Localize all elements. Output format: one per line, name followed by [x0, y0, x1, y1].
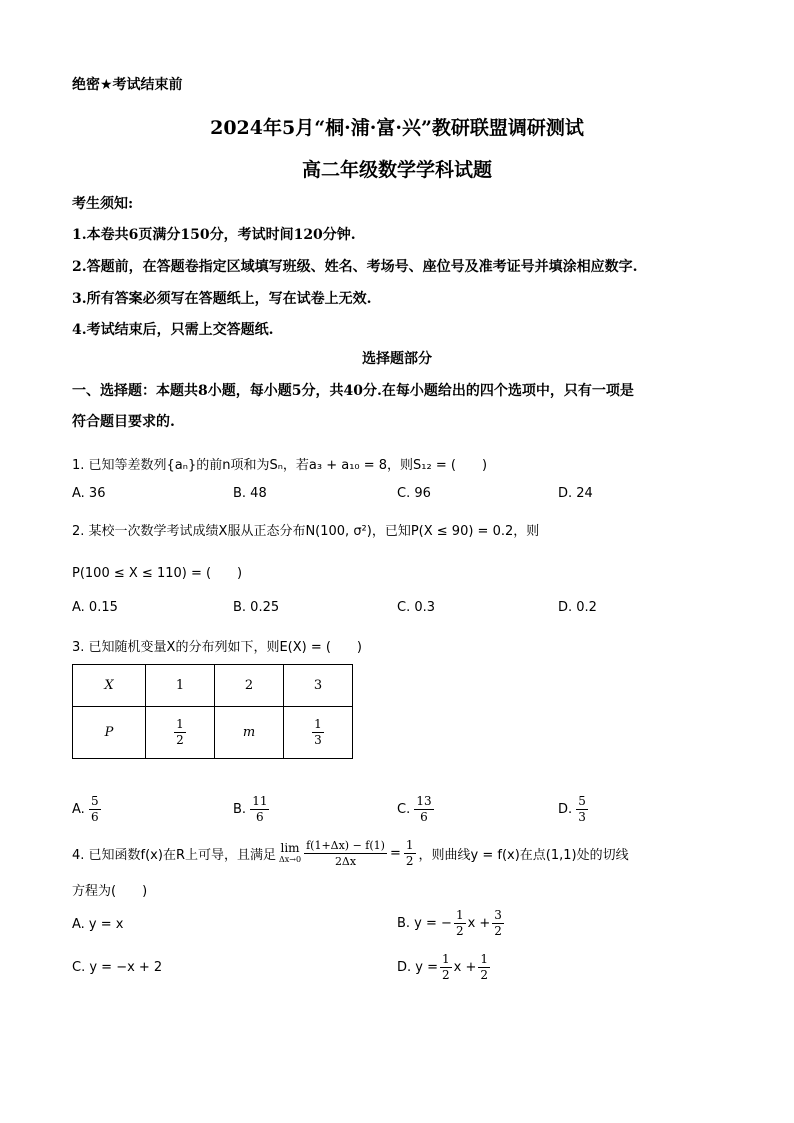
question-4-line-2: 方程为( ) [72, 884, 148, 899]
notice-heading: 考生须知: [72, 196, 134, 212]
q3-option-d: D. $\frac{5}{3}$ [558, 794, 586, 824]
table-x-1: 1 [146, 665, 215, 707]
table-header-x: X [73, 665, 146, 707]
q1-option-d: D. 24 [558, 486, 593, 501]
q2-option-d: D. 0.2 [558, 600, 597, 615]
table-x-3: 3 [284, 665, 353, 707]
table-p-2: m [215, 707, 284, 759]
table-p-3: $\frac{1}{3}$ [284, 707, 353, 759]
q1-option-a: A. 36 [72, 486, 106, 501]
section-instruction-2: 符合题目要求的. [72, 414, 175, 430]
q2-option-a: A. 0.15 [72, 600, 118, 615]
section-instruction-1: 一、选择题：本题共8小题，每小题5分，共40分.在每小题给出的四个选项中，只有一项是 [72, 383, 634, 399]
question-2-line-2: P(100 ≤ X ≤ 110) = ( ) [72, 566, 243, 581]
question-2-line-1: 2. 某校一次数学考试成绩X服从正态分布N(100, σ²)，已知P(X ≤ 90) = 0.2，则 [72, 524, 540, 539]
question-3-text: 3. 已知随机变量X的分布列如下，则E(X) = ( ) [72, 640, 363, 655]
table-header-p: P [73, 707, 146, 759]
table-x-2: 2 [215, 665, 284, 707]
q3-option-a: A. $\frac{5}{6}$ [72, 794, 99, 824]
q1-option-c: C. 96 [397, 486, 431, 501]
q3-option-b: B. $\frac{11}{6}$ [233, 794, 268, 824]
distribution-table [72, 664, 353, 759]
section-title: 选择题部分 [362, 351, 432, 367]
exam-title: 2024年5月“桐·浦·富·兴”教研联盟调研测试 [210, 117, 584, 139]
notice-item-2: 2.答题前，在答题卷指定区域填写班级、姓名、考场号、座位号及准考证号并填涂相应数字. [72, 259, 638, 275]
q3-option-c: C. $\frac{13}{6}$ [397, 794, 432, 824]
q2-option-b: B. 0.25 [233, 600, 280, 615]
q2-option-c: C. 0.3 [397, 600, 436, 615]
question-1-text: 1. 已知等差数列{aₙ}的前n项和为Sₙ，若a₃ + a₁₀ = 8，则S₁₂ = ( ) [72, 458, 488, 473]
q1-option-b: B. 48 [233, 486, 267, 501]
notice-item-1: 1.本卷共6页满分150分，考试时间120分钟. [72, 227, 356, 243]
exam-subtitle: 高二年级数学学科试题 [301, 159, 492, 181]
q4-option-c: C. y = −x + 2 [72, 960, 163, 975]
question-4-line-1: 4. 已知函数f(x)在R上可导，且满足 lim Δx→0 $\frac{f(1+\Delta x) - f(1)}{2\Delta x}$ = $\frac{1}{2}$ ，则曲线y = f(x)在点(1,1)处的切线 [72, 838, 629, 868]
table-p-1: $\frac{1}{2}$ [146, 707, 215, 759]
notice-item-3: 3.所有答案必须写在答题纸上，写在试卷上无效. [72, 291, 372, 307]
notice-item-4: 4.考试结束后，只需上交答题纸. [72, 322, 274, 338]
q4-option-b: B. y = − $\frac{1}{2}$ x + $\frac{3}{2}$ [397, 908, 502, 938]
confidential-label: 绝密★考试结束前 [72, 77, 183, 93]
q4-option-a: A. y = x [72, 917, 124, 932]
q4-option-d: D. y = $\frac{1}{2}$ x + $\frac{1}{2}$ [397, 952, 488, 982]
